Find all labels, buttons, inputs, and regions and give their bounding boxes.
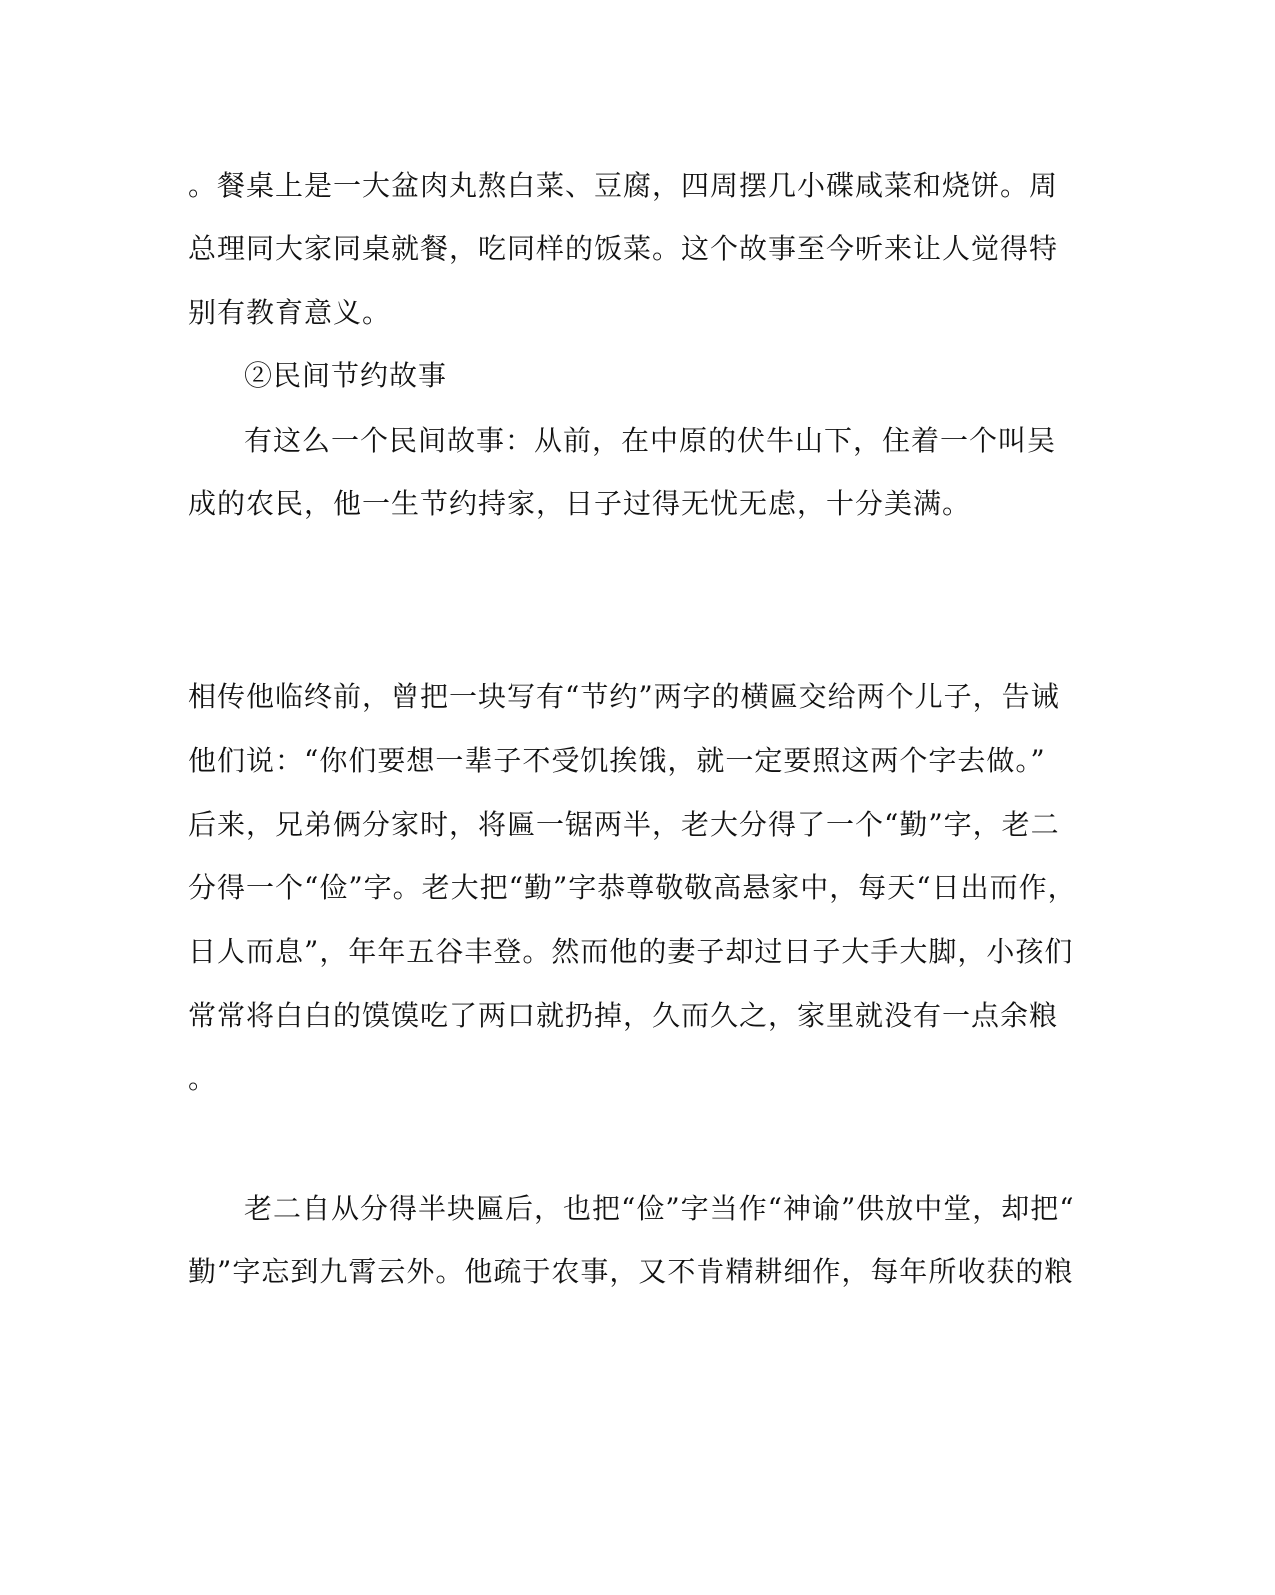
text-line: 他们说：“你们要想一辈子不受饥挨饿，就一定要照这两个字去做。” (188, 744, 1046, 777)
text-line: 。 (188, 1062, 218, 1095)
text-line: 分得一个“俭”字。老大把“勤”字恭尊敬敬高悬家中，每天“日出而作， (188, 871, 1077, 904)
text-line: 成的农民，他一生节约持家，日子过得无忧无虑，十分美满。 (188, 487, 972, 520)
text-line: 别有教育意义。 (188, 296, 392, 329)
text-line: 有这么一个民间故事：从前，在中原的伏牛山下，住着一个叫吴 (244, 424, 1057, 457)
text-line: 相传他临终前，曾把一块写有“节约”两字的横匾交给两个儿子，告诫 (188, 680, 1060, 713)
text-line: 后来，兄弟俩分家时，将匾一锯两半，老大分得了一个“勤”字，老二 (188, 808, 1060, 841)
section-heading: ②民间节约故事 (244, 359, 448, 392)
text-line: 总理同大家同桌就餐，吃同样的饭菜。这个故事至今听来让人觉得特 (188, 232, 1059, 265)
text-line: 常常将白白的馍馍吃了两口就扔掉，久而久之，家里就没有一点余粮 (188, 999, 1059, 1032)
text-line: 勤”字忘到九霄云外。他疏于农事，又不肯精耕细作，每年所收获的粮 (188, 1255, 1074, 1288)
text-line: 。餐桌上是一大盆肉丸熬白菜、豆腐，四周摆几小碟咸菜和烧饼。周 (188, 169, 1059, 202)
text-line: 日人而息”，年年五谷丰登。然而他的妻子却过日子大手大脚，小孩们 (188, 935, 1074, 968)
text-line: 老二自从分得半块匾后，也把“俭”字当作“神谕”供放中堂，却把“ (244, 1192, 1075, 1225)
